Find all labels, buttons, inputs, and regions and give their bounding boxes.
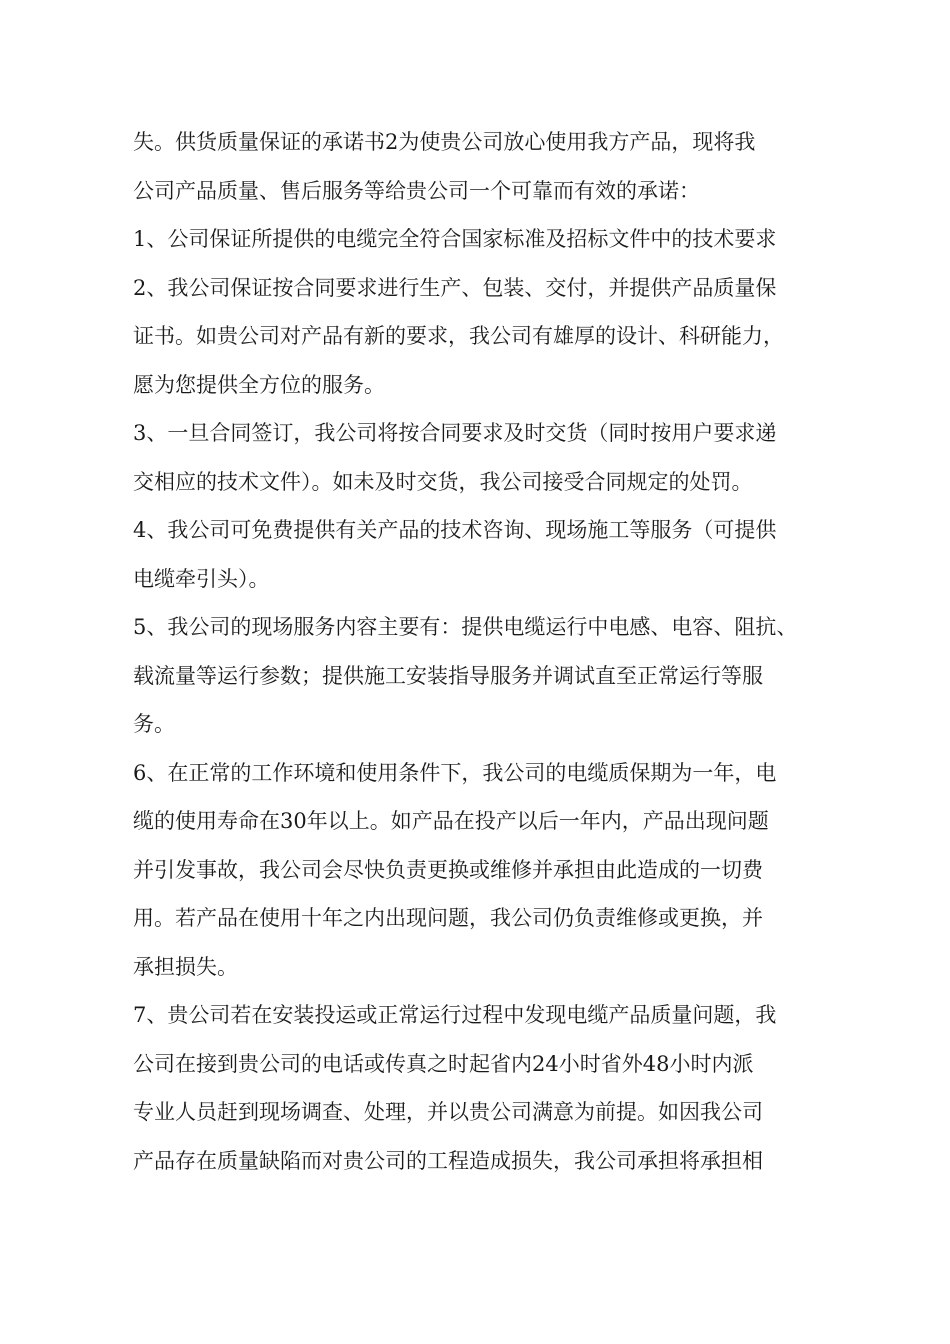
text-line: 专业人员赶到现场调查、处理，并以贵公司满意为前提。如因我公司: [133, 1100, 763, 1124]
text-line: 产品存在质量缺陷而对贵公司的工程造成损失，我公司承担将承担相: [133, 1148, 763, 1173]
text-line: 愿为您提供全方位的服务。: [133, 372, 385, 397]
text-line: 缆的使用寿命在30年以上。如产品在投产以后一年内，产品出现问题: [133, 809, 769, 833]
text-line: 2、我公司保证按合同要求进行生产、包装、交付，并提供产品质量保: [133, 275, 777, 300]
text-line: 证书。如贵公司对产品有新的要求，我公司有雄厚的设计、科研能力，: [133, 324, 784, 348]
body-text: [133, 118, 833, 1185]
text-line: 公司产品质量、售后服务等给贵公司一个可靠而有效的承诺：: [133, 178, 700, 203]
text-line: 并引发事故，我公司会尽快负责更换或维修并承担由此造成的一切费: [133, 857, 763, 882]
text-line: 电缆牵引头）。: [133, 566, 270, 591]
text-line: 承担损失。: [133, 954, 238, 979]
text-line: 5、我公司的现场服务内容主要有：提供电缆运行中电感、电容、阻抗、: [133, 615, 798, 639]
text-line: 7、贵公司若在安装投运或正常运行过程中发现电缆产品质量问题，我: [133, 1003, 777, 1027]
text-line: 务。: [133, 712, 175, 736]
text-line: 载流量等运行参数；提供施工安装指导服务并调试直至正常运行等服: [133, 663, 763, 688]
text-line: 交相应的技术文件）。如未及时交货，我公司接受合同规定的处罚。: [133, 469, 753, 494]
text-line: 1、公司保证所提供的电缆完全符合国家标准及招标文件中的技术要求: [133, 227, 777, 251]
text-line: 3、一旦合同签订，我公司将按合同要求及时交货（同时按用户要求递: [133, 421, 777, 445]
text-line: 公司在接到贵公司的电话或传真之时起省内24小时省外48小时内派: [133, 1051, 754, 1076]
text-line: 失。供货质量保证的承诺书2为使贵公司放心使用我方产品，现将我: [133, 130, 756, 154]
text-line: 6、在正常的工作环境和使用条件下，我公司的电缆质保期为一年，电: [133, 760, 777, 785]
text-line: 用。若产品在使用十年之内出现问题，我公司仍负责维修或更换，并: [133, 906, 763, 930]
text-line: 4、我公司可免费提供有关产品的技术咨询、现场施工等服务（可提供: [133, 518, 777, 542]
